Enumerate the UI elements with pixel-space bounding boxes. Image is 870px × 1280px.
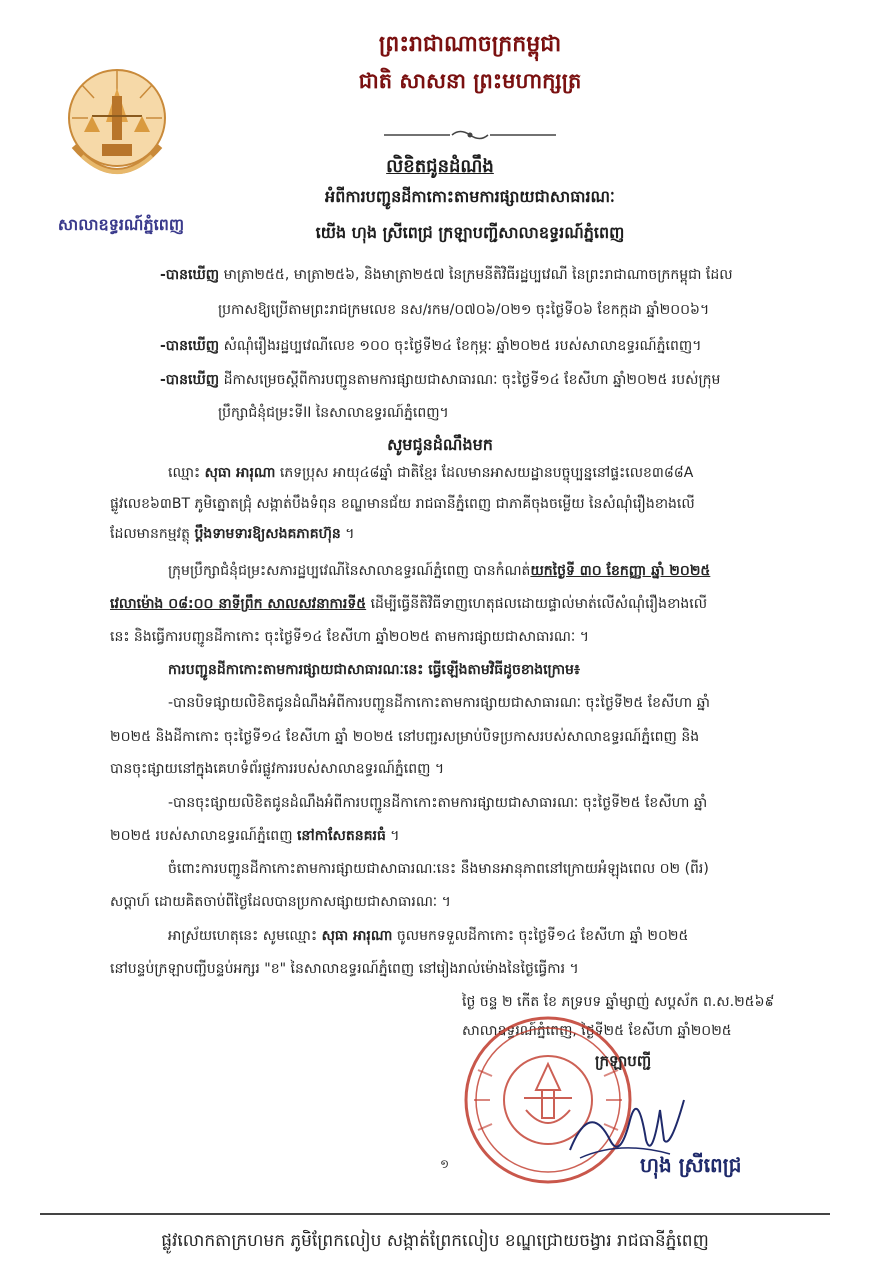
procedure-1-line-1: -បានបិទផ្សាយលិខិតជូនដំណឹងអំពីការបញ្ជូនដីកាកោះតាមការផ្សាយជាសាធារណៈ ចុះថ្ងៃទី២៥ ខែសីហា ឆ្នាំ bbox=[168, 695, 710, 711]
footer-divider bbox=[40, 1213, 830, 1215]
issuer-line: យើង ហុង ស្រីពេជ្រ ក្រឡាបញ្ជីសាលាឧទ្ធរណ៍ភ្នំពេញ bbox=[315, 223, 625, 242]
kingdom-header bbox=[300, 30, 640, 94]
procedure-heading: ការបញ្ជូនដីកាកោះតាមការផ្សាយជាសាធារណៈនេះ ធ្វើឡើងតាមវិធីដូចខាងក្រោម៖ bbox=[168, 662, 581, 678]
summons-details: ចូលមកទទួលដីកាកោះ ចុះថ្ងៃទី១៤ ខែសីហា ឆ្នាំ ២០២៥ bbox=[392, 928, 689, 944]
name-prefix: ឈ្មោះ bbox=[168, 465, 205, 481]
consideration-label: -បានឃើញ bbox=[160, 267, 220, 283]
consideration-1-line-1 bbox=[160, 268, 733, 282]
ornament-divider-icon bbox=[380, 128, 560, 142]
consideration-label: -បានឃើញ bbox=[160, 338, 220, 354]
case-object-prefix: ដែលមានកម្មវត្ថុ bbox=[110, 526, 195, 542]
paragraph-3-line-2: សប្ដាហ៍ ដោយគិតចាប់ពីថ្ងៃដែលបានប្រកាសផ្សាយជាសាធារណៈ ។ bbox=[110, 894, 451, 910]
consideration-2-line-1 bbox=[160, 339, 701, 353]
paragraph-1-line-1 bbox=[168, 466, 693, 480]
consideration-3-line-2: ប្រឹក្សាជំនុំជម្រះទីII នៃសាលាឧទ្ធរណ៍ភ្នំពេញ។ bbox=[218, 405, 449, 421]
consideration-text: សំណុំរឿងរដ្ឋប្បវេណីលេខ ១០០ ចុះថ្ងៃទី២៤ ខែកុម្ភៈ ឆ្នាំ២០២៥ របស់សាលាឧទ្ធរណ៍ភ្នំពេញ។ bbox=[219, 338, 702, 354]
procedure-2-line-2: ២០២៥ របស់សាលាឧទ្ធរណ៍ភ្នំពេញ នៅកាសែតនគរធំ ។ bbox=[110, 828, 400, 844]
procedure-2-line-1: -បានចុះផ្សាយលិខិតជូនដំណឹងអំពីការបញ្ជូនដីកាកោះតាមការផ្សាយជាសាធារណៈ ចុះថ្ងៃទី២៥ ខែសីហា ឆ្នាំ bbox=[168, 795, 708, 811]
signatory-title: ក្រឡាបញ្ជី bbox=[595, 1052, 652, 1070]
hearing-date: យកថ្ងៃទី ៣០ ខែកញ្ញា ឆ្នាំ ២០២៥ bbox=[530, 563, 711, 579]
document-subject: អំពីការបញ្ជូនដីកាកោះតាមការផ្សាយជាសាធារណៈ bbox=[325, 187, 615, 206]
defendant-name: សុធា អារុណា bbox=[204, 465, 276, 481]
consideration-label: -បានឃើញ bbox=[160, 372, 220, 388]
kingdom-motto: ជាតិ សាសនា ព្រះមហាក្សត្រ bbox=[358, 67, 582, 93]
paragraph-2-line-1 bbox=[168, 564, 710, 578]
paragraph-1-line-3 bbox=[110, 527, 354, 541]
document-title: លិខិតជូនដំណឹង bbox=[386, 156, 494, 177]
footer-address: ផ្លូវលោកតាក្រហមក ភូមិព្រែកលៀប សង្កាត់ព្រែកលៀប ខណ្ឌជ្រោយចង្វារ រាជធានីភ្នំពេញ bbox=[161, 1231, 709, 1251]
notice-heading: សូមជូនដំណឹងមក bbox=[387, 435, 493, 454]
consideration-1-line-2: ប្រកាសឱ្យប្រើតាមព្រះរាជក្រមលេខ នស/រកម/០៧០៦/០២១ ចុះថ្ងៃទី០៦ ខែកក្កដា ឆ្នាំ២០០៦។ bbox=[218, 302, 710, 318]
hearing-prefix: ក្រុមប្រឹក្សាជំនុំជម្រះសភារដ្ឋប្បវេណីនៃសាលាឧទ្ធរណ៍ភ្នំពេញ បានកំណត់ bbox=[168, 563, 531, 579]
signatory-name: ហុង ស្រីពេជ្រ bbox=[640, 1153, 742, 1177]
paragraph-4-line-2: នៅបន្ទប់ក្រឡាបញ្ជីបន្ទប់អក្សរ "ខ" នៃសាលាឧទ្ធរណ៍ភ្នំពេញ នៅរៀងរាល់ម៉ោងនៃថ្ងៃធ្វើការ ។ bbox=[110, 961, 579, 977]
procedure-2-text: ២០២៥ របស់សាលាឧទ្ធរណ៍ភ្នំពេញ bbox=[110, 828, 297, 844]
procedure-1-line-2: ២០២៥ និងដីកាកោះ ចុះថ្ងៃទី១៤ ខែសីហា ឆ្នាំ ២០២៥ នៅបញ្ជរសម្រាប់បិទប្រកាសរបស់សាលាឧទ្ធរណ៍ភ្នំពេញ និង bbox=[110, 729, 700, 745]
sentence-end: ។ bbox=[340, 526, 355, 542]
court-emblem-icon bbox=[62, 60, 172, 200]
defendant-details: ភេទប្រុស អាយុ៤៨ឆ្នាំ ជាតិខ្មែរ ដែលមានអាសយដ្ឋានបច្ចុប្បន្ននៅផ្ទះលេខ៣៨៨A bbox=[275, 465, 694, 481]
paragraph-3-line-1: ចំពោះការបញ្ជូនដីកាកោះតាមការផ្សាយជាសាធារណៈនេះ នឹងមានអានុភាពនៅក្រោយអំឡុងពេល ០២ (ពីរ) bbox=[168, 861, 709, 877]
consideration-text: មាត្រា២៥៥, មាត្រា២៥៦, និងមាត្រា២៥៧ នៃក្រមនីតិវិធីរដ្ឋប្បវេណី នៃព្រះរាជាណាចក្រកម្ពុជា ដែល bbox=[219, 267, 733, 283]
paragraph-1-line-2: ផ្លូវលេខ៦៣BT ភូមិត្នោតជ្រុំ សង្កាត់បឹងទំពុន ខណ្ឌមានជ័យ រាជធានីភ្នំពេញ ជាភាគីចុងចម្លើយ នៃសំណុំរឿងខាងលើ bbox=[110, 496, 695, 512]
paragraph-2-line-3: នេះ និងធ្វើការបញ្ជូនដីកាកោះ ចុះថ្ងៃទី១៤ ខែសីហា ឆ្នាំ២០២៥ តាមការផ្សាយជាសាធារណៈ ។ bbox=[110, 629, 589, 645]
hearing-time-room: វេលាម៉ោង ០៨:០០ នាទីព្រឹក សាលសវនាការទី៥ bbox=[110, 596, 367, 612]
case-object: ប្ដឹងទាមទារឱ្យសងគភាគហ៊ុន bbox=[194, 526, 341, 542]
summoned-name: សុធា អារុណា bbox=[321, 928, 393, 944]
consideration-text: ដីកាសម្រេចស្ដីពីការបញ្ជូនតាមការផ្សាយជាសាធារណៈ ចុះថ្ងៃទី១៤ ខែសីហា ឆ្នាំ២០២៥ របស់ក្រុម bbox=[219, 372, 721, 388]
summons-prefix: អាស្រ័យហេតុនេះ សូមឈ្មោះ bbox=[168, 928, 322, 944]
newspaper-name: នៅកាសែតនគរធំ bbox=[296, 828, 386, 844]
procedure-1-line-3: បានចុះផ្សាយនៅក្នុងគេហទំព័រផ្លូវការរបស់សាលាឧទ្ធរណ៍ភ្នំពេញ ។ bbox=[110, 761, 445, 777]
court-name: សាលាឧទ្ធរណ៍ភ្នំពេញ bbox=[57, 215, 185, 234]
paragraph-4-line-1 bbox=[168, 929, 688, 943]
lunar-date: ថ្ងៃ ចន្ទ ២ កើត ខែ ភទ្របទ ឆ្នាំម្សាញ់ សប្តស័ក ព.ស.២៥៦៩ bbox=[462, 994, 775, 1010]
paragraph-2-line-2 bbox=[110, 597, 707, 611]
consideration-3-line-1 bbox=[160, 373, 720, 387]
hearing-purpose: ដើម្បីធ្វើនីតិវិធីទាញហេតុផលដោយផ្ទាល់មាត់លើសំណុំរឿងខាងលើ bbox=[366, 596, 708, 612]
page-number: ១ bbox=[440, 1157, 450, 1171]
kingdom-line-1: ព្រះរាជាណាចក្រកម្ពុជា bbox=[378, 31, 562, 57]
place-date: សាលាឧទ្ធរណ៍ភ្នំពេញ, ថ្ងៃទី២៥ ខែសីហា ឆ្នាំ២០២៥ bbox=[462, 1023, 732, 1039]
